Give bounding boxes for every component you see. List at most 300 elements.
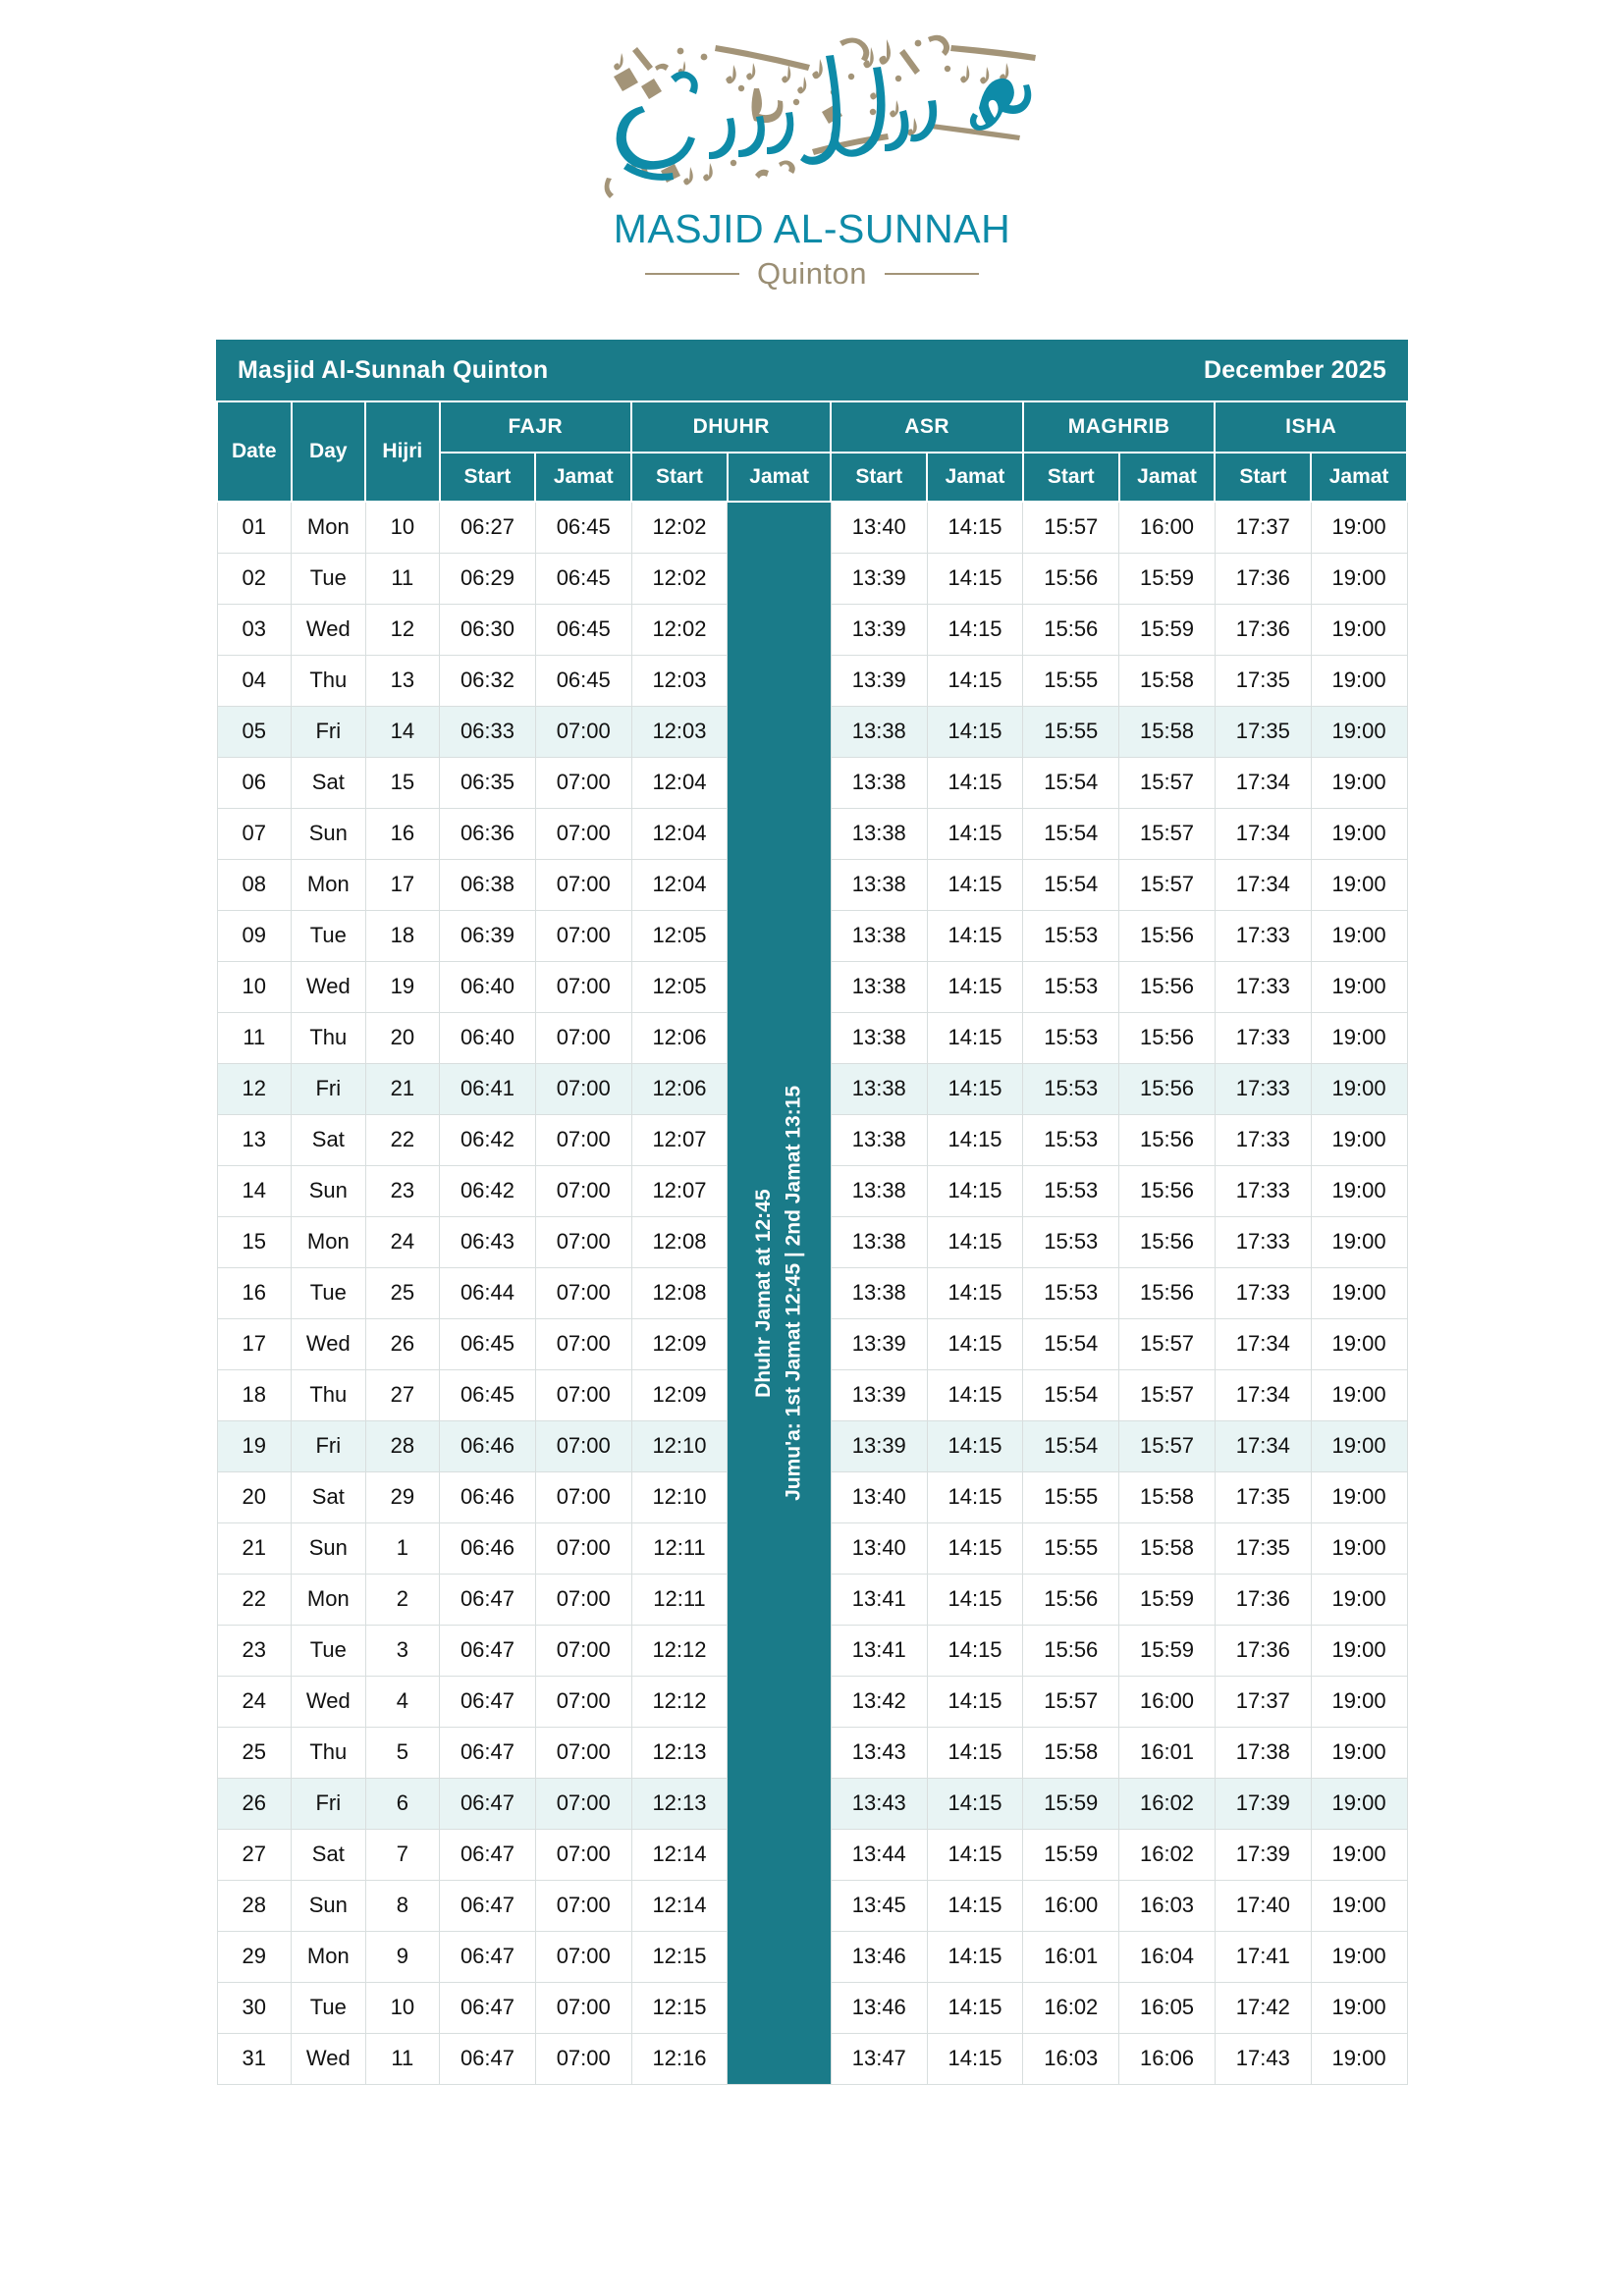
cell-hijri: 19 [365, 961, 440, 1012]
cell-maghrib-start: 15:53 [1023, 1063, 1119, 1114]
cell-maghrib-jamat: 15:57 [1119, 1318, 1216, 1369]
timetable-title-bar [216, 340, 1408, 400]
cell-asr-jamat: 14:15 [927, 1676, 1023, 1727]
cell-dhuhr-start: 12:04 [631, 859, 728, 910]
cell-fajr-jamat: 07:00 [535, 2033, 631, 2084]
cell-day: Sun [292, 1522, 366, 1574]
cell-asr-start: 13:43 [831, 1778, 927, 1829]
cell-isha-start: 17:34 [1215, 1318, 1311, 1369]
cell-fajr-start: 06:41 [440, 1063, 536, 1114]
timetable-container [216, 340, 1408, 2085]
cell-isha-start: 17:33 [1215, 1114, 1311, 1165]
cell-isha-start: 17:38 [1215, 1727, 1311, 1778]
rule-right [885, 273, 979, 275]
cell-isha-jamat: 19:00 [1311, 2033, 1407, 2084]
cell-asr-start: 13:43 [831, 1727, 927, 1778]
cell-fajr-start: 06:40 [440, 961, 536, 1012]
cell-hijri: 28 [365, 1420, 440, 1471]
cell-isha-jamat: 19:00 [1311, 1369, 1407, 1420]
cell-maghrib-start: 15:53 [1023, 1012, 1119, 1063]
cell-day: Wed [292, 604, 366, 655]
cell-maghrib-start: 16:02 [1023, 1982, 1119, 2033]
cell-maghrib-start: 16:03 [1023, 2033, 1119, 2084]
cell-maghrib-start: 15:53 [1023, 1165, 1119, 1216]
cell-isha-jamat: 19:00 [1311, 1267, 1407, 1318]
cell-maghrib-jamat: 15:56 [1119, 1267, 1216, 1318]
cell-asr-start: 13:41 [831, 1574, 927, 1625]
cell-asr-start: 13:47 [831, 2033, 927, 2084]
cell-fajr-jamat: 07:00 [535, 859, 631, 910]
cell-asr-jamat: 14:15 [927, 655, 1023, 706]
cell-day: Mon [292, 859, 366, 910]
cell-isha-jamat: 19:00 [1311, 808, 1407, 859]
cell-isha-jamat: 19:00 [1311, 910, 1407, 961]
cell-isha-start: 17:33 [1215, 961, 1311, 1012]
cell-isha-jamat: 19:00 [1311, 1982, 1407, 2033]
cell-hijri: 8 [365, 1880, 440, 1931]
cell-fajr-start: 06:39 [440, 910, 536, 961]
dhuhr-jamat-line1: Dhuhr Jamat at 12:45 [752, 1189, 776, 1398]
cell-fajr-start: 06:47 [440, 1880, 536, 1931]
cell-dhuhr-start: 12:03 [631, 706, 728, 757]
cell-asr-start: 13:42 [831, 1676, 927, 1727]
cell-asr-jamat: 14:15 [927, 1727, 1023, 1778]
cell-isha-jamat: 19:00 [1311, 1778, 1407, 1829]
dhuhr-jamat-note [728, 502, 832, 2084]
cell-maghrib-jamat: 16:00 [1119, 1676, 1216, 1727]
cell-maghrib-jamat: 15:56 [1119, 1063, 1216, 1114]
cell-date: 13 [217, 1114, 292, 1165]
cell-date: 02 [217, 553, 292, 604]
cell-isha-jamat: 19:00 [1311, 553, 1407, 604]
cell-fajr-start: 06:36 [440, 808, 536, 859]
cell-hijri: 20 [365, 1012, 440, 1063]
cell-isha-start: 17:36 [1215, 553, 1311, 604]
cell-maghrib-jamat: 16:05 [1119, 1982, 1216, 2033]
cell-day: Fri [292, 706, 366, 757]
cell-isha-jamat: 19:00 [1311, 1318, 1407, 1369]
cell-maghrib-jamat: 15:56 [1119, 1165, 1216, 1216]
cell-asr-jamat: 14:15 [927, 910, 1023, 961]
cell-date: 28 [217, 1880, 292, 1931]
masjid-city: Quinton [756, 256, 868, 291]
cell-maghrib-jamat: 16:03 [1119, 1880, 1216, 1931]
cell-asr-start: 13:38 [831, 1063, 927, 1114]
cell-fajr-jamat: 07:00 [535, 1574, 631, 1625]
cell-fajr-jamat: 07:00 [535, 757, 631, 808]
cell-isha-jamat: 19:00 [1311, 655, 1407, 706]
cell-isha-jamat: 19:00 [1311, 1012, 1407, 1063]
cell-date: 23 [217, 1625, 292, 1676]
cell-dhuhr-start: 12:07 [631, 1165, 728, 1216]
cell-day: Thu [292, 1369, 366, 1420]
cell-fajr-start: 06:33 [440, 706, 536, 757]
cell-hijri: 24 [365, 1216, 440, 1267]
cell-fajr-jamat: 06:45 [535, 655, 631, 706]
cell-fajr-start: 06:47 [440, 1574, 536, 1625]
cell-date: 29 [217, 1931, 292, 1982]
cell-fajr-start: 06:29 [440, 553, 536, 604]
month-year: December 2025 [1203, 355, 1386, 384]
cell-maghrib-start: 15:57 [1023, 1676, 1119, 1727]
cell-fajr-jamat: 07:00 [535, 1012, 631, 1063]
cell-dhuhr-start: 12:14 [631, 1880, 728, 1931]
cell-date: 22 [217, 1574, 292, 1625]
cell-maghrib-start: 15:57 [1023, 502, 1119, 553]
cell-day: Fri [292, 1420, 366, 1471]
cell-day: Fri [292, 1063, 366, 1114]
rule-left [645, 273, 739, 275]
cell-hijri: 9 [365, 1931, 440, 1982]
cell-asr-start: 13:39 [831, 1318, 927, 1369]
cell-fajr-jamat: 07:00 [535, 1420, 631, 1471]
cell-fajr-jamat: 07:00 [535, 961, 631, 1012]
cell-day: Sun [292, 808, 366, 859]
cell-asr-jamat: 14:15 [927, 1982, 1023, 2033]
cell-hijri: 26 [365, 1318, 440, 1369]
cell-isha-start: 17:37 [1215, 1676, 1311, 1727]
cell-isha-jamat: 19:00 [1311, 961, 1407, 1012]
cell-isha-jamat: 19:00 [1311, 1931, 1407, 1982]
cell-maghrib-jamat: 15:56 [1119, 1216, 1216, 1267]
cell-date: 10 [217, 961, 292, 1012]
cell-asr-jamat: 14:15 [927, 1369, 1023, 1420]
cell-fajr-start: 06:47 [440, 1625, 536, 1676]
cell-fajr-jamat: 07:00 [535, 706, 631, 757]
cell-isha-jamat: 19:00 [1311, 1063, 1407, 1114]
cell-asr-jamat: 14:15 [927, 1114, 1023, 1165]
cell-maghrib-start: 15:54 [1023, 1420, 1119, 1471]
cell-day: Sat [292, 1114, 366, 1165]
cell-hijri: 18 [365, 910, 440, 961]
cell-maghrib-start: 15:59 [1023, 1829, 1119, 1880]
cell-day: Thu [292, 655, 366, 706]
cell-date: 11 [217, 1012, 292, 1063]
cell-asr-jamat: 14:15 [927, 1931, 1023, 1982]
cell-date: 01 [217, 502, 292, 553]
cell-fajr-start: 06:47 [440, 1676, 536, 1727]
cell-fajr-start: 06:40 [440, 1012, 536, 1063]
cell-maghrib-start: 16:01 [1023, 1931, 1119, 1982]
cell-maghrib-start: 15:54 [1023, 757, 1119, 808]
cell-fajr-jamat: 07:00 [535, 1676, 631, 1727]
cell-date: 31 [217, 2033, 292, 2084]
cell-date: 30 [217, 1982, 292, 2033]
cell-hijri: 7 [365, 1829, 440, 1880]
th-date: Date [217, 401, 292, 502]
cell-isha-start: 17:35 [1215, 1471, 1311, 1522]
cell-dhuhr-start: 12:04 [631, 757, 728, 808]
cell-isha-jamat: 19:00 [1311, 1880, 1407, 1931]
cell-dhuhr-start: 12:08 [631, 1267, 728, 1318]
cell-date: 04 [217, 655, 292, 706]
th-asr-jamat: Jamat [927, 453, 1023, 502]
cell-fajr-start: 06:47 [440, 1931, 536, 1982]
cell-day: Tue [292, 1267, 366, 1318]
cell-asr-jamat: 14:15 [927, 961, 1023, 1012]
cell-isha-start: 17:34 [1215, 757, 1311, 808]
cell-asr-start: 13:40 [831, 1471, 927, 1522]
cell-hijri: 2 [365, 1574, 440, 1625]
cell-asr-start: 13:44 [831, 1829, 927, 1880]
cell-date: 07 [217, 808, 292, 859]
cell-day: Mon [292, 1216, 366, 1267]
cell-maghrib-start: 15:54 [1023, 808, 1119, 859]
cell-asr-start: 13:38 [831, 859, 927, 910]
cell-fajr-jamat: 07:00 [535, 1165, 631, 1216]
cell-isha-start: 17:34 [1215, 859, 1311, 910]
cell-asr-start: 13:46 [831, 1982, 927, 2033]
cell-day: Sat [292, 1829, 366, 1880]
cell-date: 18 [217, 1369, 292, 1420]
cell-dhuhr-start: 12:04 [631, 808, 728, 859]
cell-day: Mon [292, 502, 366, 553]
cell-isha-start: 17:37 [1215, 502, 1311, 553]
cell-day: Wed [292, 961, 366, 1012]
cell-asr-jamat: 14:15 [927, 859, 1023, 910]
cell-isha-start: 17:33 [1215, 1267, 1311, 1318]
cell-date: 06 [217, 757, 292, 808]
cell-dhuhr-start: 12:02 [631, 604, 728, 655]
cell-maghrib-jamat: 15:58 [1119, 1471, 1216, 1522]
cell-asr-start: 13:38 [831, 1267, 927, 1318]
cell-fajr-jamat: 07:00 [535, 1063, 631, 1114]
cell-asr-jamat: 14:15 [927, 1012, 1023, 1063]
cell-asr-start: 13:38 [831, 706, 927, 757]
cell-dhuhr-start: 12:15 [631, 1931, 728, 1982]
cell-dhuhr-start: 12:05 [631, 961, 728, 1012]
cell-fajr-start: 06:45 [440, 1318, 536, 1369]
cell-dhuhr-start: 12:14 [631, 1829, 728, 1880]
cell-isha-jamat: 19:00 [1311, 1676, 1407, 1727]
cell-maghrib-start: 15:53 [1023, 1114, 1119, 1165]
cell-isha-start: 17:33 [1215, 910, 1311, 961]
cell-hijri: 17 [365, 859, 440, 910]
cell-maghrib-jamat: 15:58 [1119, 706, 1216, 757]
cell-dhuhr-start: 12:16 [631, 2033, 728, 2084]
cell-day: Thu [292, 1727, 366, 1778]
cell-hijri: 11 [365, 553, 440, 604]
cell-asr-start: 13:46 [831, 1931, 927, 1982]
cell-isha-jamat: 19:00 [1311, 1165, 1407, 1216]
cell-asr-start: 13:38 [831, 1165, 927, 1216]
cell-day: Tue [292, 1982, 366, 2033]
cell-asr-start: 13:39 [831, 1420, 927, 1471]
cell-date: 27 [217, 1829, 292, 1880]
th-fajr-jamat: Jamat [535, 453, 631, 502]
cell-isha-jamat: 19:00 [1311, 706, 1407, 757]
cell-hijri: 4 [365, 1676, 440, 1727]
cell-date: 21 [217, 1522, 292, 1574]
cell-asr-start: 13:39 [831, 553, 927, 604]
cell-asr-start: 13:38 [831, 808, 927, 859]
cell-isha-start: 17:36 [1215, 1574, 1311, 1625]
cell-isha-start: 17:43 [1215, 2033, 1311, 2084]
cell-fajr-jamat: 07:00 [535, 1216, 631, 1267]
cell-maghrib-start: 15:54 [1023, 1318, 1119, 1369]
cell-asr-jamat: 14:15 [927, 1522, 1023, 1574]
jumua-jamat-line2: Jumu'a: 1st Jamat 12:45 | 2nd Jamat 13:15 [782, 1085, 805, 1501]
cell-fajr-start: 06:30 [440, 604, 536, 655]
cell-asr-jamat: 14:15 [927, 1471, 1023, 1522]
cell-fajr-start: 06:35 [440, 757, 536, 808]
cell-maghrib-jamat: 15:58 [1119, 655, 1216, 706]
cell-asr-jamat: 14:15 [927, 2033, 1023, 2084]
cell-hijri: 16 [365, 808, 440, 859]
cell-maghrib-start: 15:56 [1023, 1574, 1119, 1625]
cell-isha-start: 17:33 [1215, 1063, 1311, 1114]
cell-date: 17 [217, 1318, 292, 1369]
cell-isha-start: 17:33 [1215, 1012, 1311, 1063]
cell-dhuhr-start: 12:10 [631, 1420, 728, 1471]
cell-asr-jamat: 14:15 [927, 502, 1023, 553]
cell-asr-jamat: 14:15 [927, 1574, 1023, 1625]
arabic-calligraphy-logo [586, 18, 1038, 204]
th-group-fajr: FAJR [440, 401, 632, 453]
th-group-asr: ASR [831, 401, 1023, 453]
cell-dhuhr-start: 12:06 [631, 1012, 728, 1063]
cell-fajr-jamat: 06:45 [535, 553, 631, 604]
cell-isha-jamat: 19:00 [1311, 757, 1407, 808]
cell-isha-start: 17:34 [1215, 1369, 1311, 1420]
cell-fajr-jamat: 06:45 [535, 604, 631, 655]
cell-maghrib-jamat: 15:59 [1119, 1574, 1216, 1625]
cell-asr-start: 13:40 [831, 502, 927, 553]
cell-isha-jamat: 19:00 [1311, 1216, 1407, 1267]
cell-hijri: 3 [365, 1625, 440, 1676]
timetable-body [217, 502, 1407, 2084]
cell-asr-start: 13:40 [831, 1522, 927, 1574]
th-dhuhr-jamat: Jamat [728, 453, 832, 502]
cell-day: Wed [292, 2033, 366, 2084]
cell-asr-jamat: 14:15 [927, 1063, 1023, 1114]
cell-isha-jamat: 19:00 [1311, 1114, 1407, 1165]
cell-asr-jamat: 14:15 [927, 808, 1023, 859]
cell-isha-start: 17:40 [1215, 1880, 1311, 1931]
cell-isha-start: 17:33 [1215, 1165, 1311, 1216]
cell-maghrib-start: 15:54 [1023, 859, 1119, 910]
cell-day: Tue [292, 910, 366, 961]
cell-maghrib-start: 15:55 [1023, 706, 1119, 757]
cell-asr-jamat: 14:15 [927, 1625, 1023, 1676]
cell-fajr-jamat: 07:00 [535, 910, 631, 961]
cell-day: Fri [292, 1778, 366, 1829]
cell-fajr-jamat: 07:00 [535, 1318, 631, 1369]
cell-fajr-jamat: 07:00 [535, 1267, 631, 1318]
cell-asr-jamat: 14:15 [927, 1829, 1023, 1880]
cell-dhuhr-start: 12:11 [631, 1522, 728, 1574]
cell-asr-jamat: 14:15 [927, 1267, 1023, 1318]
cell-maghrib-start: 15:56 [1023, 553, 1119, 604]
cell-fajr-start: 06:46 [440, 1420, 536, 1471]
cell-day: Sun [292, 1165, 366, 1216]
cell-dhuhr-start: 12:08 [631, 1216, 728, 1267]
cell-asr-start: 13:38 [831, 1216, 927, 1267]
cell-isha-start: 17:36 [1215, 604, 1311, 655]
cell-isha-start: 17:34 [1215, 1420, 1311, 1471]
cell-asr-start: 13:39 [831, 655, 927, 706]
cell-maghrib-jamat: 15:57 [1119, 757, 1216, 808]
th-isha-start: Start [1215, 453, 1311, 502]
cell-fajr-start: 06:47 [440, 1829, 536, 1880]
cell-maghrib-jamat: 16:00 [1119, 502, 1216, 553]
cell-maghrib-jamat: 16:01 [1119, 1727, 1216, 1778]
cell-date: 19 [217, 1420, 292, 1471]
cell-day: Thu [292, 1012, 366, 1063]
cell-dhuhr-start: 12:10 [631, 1471, 728, 1522]
th-maghrib-start: Start [1023, 453, 1119, 502]
cell-hijri: 21 [365, 1063, 440, 1114]
cell-isha-start: 17:35 [1215, 706, 1311, 757]
cell-maghrib-start: 16:00 [1023, 1880, 1119, 1931]
th-hijri: Hijri [365, 401, 440, 502]
cell-maghrib-jamat: 15:57 [1119, 1420, 1216, 1471]
cell-maghrib-start: 15:55 [1023, 1471, 1119, 1522]
cell-isha-start: 17:35 [1215, 1522, 1311, 1574]
cell-day: Wed [292, 1676, 366, 1727]
cell-fajr-start: 06:46 [440, 1471, 536, 1522]
cell-dhuhr-start: 12:09 [631, 1369, 728, 1420]
cell-isha-start: 17:34 [1215, 808, 1311, 859]
cell-hijri: 6 [365, 1778, 440, 1829]
cell-maghrib-start: 15:53 [1023, 910, 1119, 961]
cell-dhuhr-start: 12:07 [631, 1114, 728, 1165]
th-fajr-start: Start [440, 453, 536, 502]
cell-hijri: 14 [365, 706, 440, 757]
cell-isha-start: 17:39 [1215, 1778, 1311, 1829]
cell-maghrib-jamat: 16:02 [1119, 1829, 1216, 1880]
cell-maghrib-jamat: 15:58 [1119, 1522, 1216, 1574]
th-asr-start: Start [831, 453, 927, 502]
cell-asr-start: 13:45 [831, 1880, 927, 1931]
cell-dhuhr-start: 12:12 [631, 1625, 728, 1676]
cell-maghrib-jamat: 15:56 [1119, 1114, 1216, 1165]
cell-fajr-jamat: 07:00 [535, 1471, 631, 1522]
cell-day: Sat [292, 757, 366, 808]
cell-isha-jamat: 19:00 [1311, 1522, 1407, 1574]
cell-isha-jamat: 19:00 [1311, 1420, 1407, 1471]
cell-isha-jamat: 19:00 [1311, 1471, 1407, 1522]
cell-maghrib-start: 15:55 [1023, 1522, 1119, 1574]
cell-asr-jamat: 14:15 [927, 1778, 1023, 1829]
masjid-city-row [645, 256, 979, 292]
cell-asr-start: 13:38 [831, 1012, 927, 1063]
cell-isha-start: 17:35 [1215, 655, 1311, 706]
masjid-title: Masjid Al-Sunnah Quinton [238, 355, 549, 384]
cell-asr-start: 13:38 [831, 757, 927, 808]
cell-isha-jamat: 19:00 [1311, 1829, 1407, 1880]
cell-isha-start: 17:42 [1215, 1982, 1311, 2033]
cell-dhuhr-start: 12:12 [631, 1676, 728, 1727]
cell-maghrib-jamat: 15:57 [1119, 1369, 1216, 1420]
cell-dhuhr-start: 12:05 [631, 910, 728, 961]
cell-maghrib-start: 15:55 [1023, 655, 1119, 706]
cell-day: Tue [292, 1625, 366, 1676]
cell-hijri: 10 [365, 1982, 440, 2033]
cell-maghrib-jamat: 15:57 [1119, 808, 1216, 859]
cell-hijri: 25 [365, 1267, 440, 1318]
th-group-dhuhr: DHUHR [631, 401, 831, 453]
cell-day: Mon [292, 1931, 366, 1982]
cell-maghrib-start: 15:59 [1023, 1778, 1119, 1829]
cell-isha-jamat: 19:00 [1311, 502, 1407, 553]
cell-asr-jamat: 14:15 [927, 604, 1023, 655]
cell-date: 09 [217, 910, 292, 961]
cell-hijri: 29 [365, 1471, 440, 1522]
cell-maghrib-start: 15:56 [1023, 604, 1119, 655]
cell-date: 15 [217, 1216, 292, 1267]
th-group-maghrib: MAGHRIB [1023, 401, 1216, 453]
